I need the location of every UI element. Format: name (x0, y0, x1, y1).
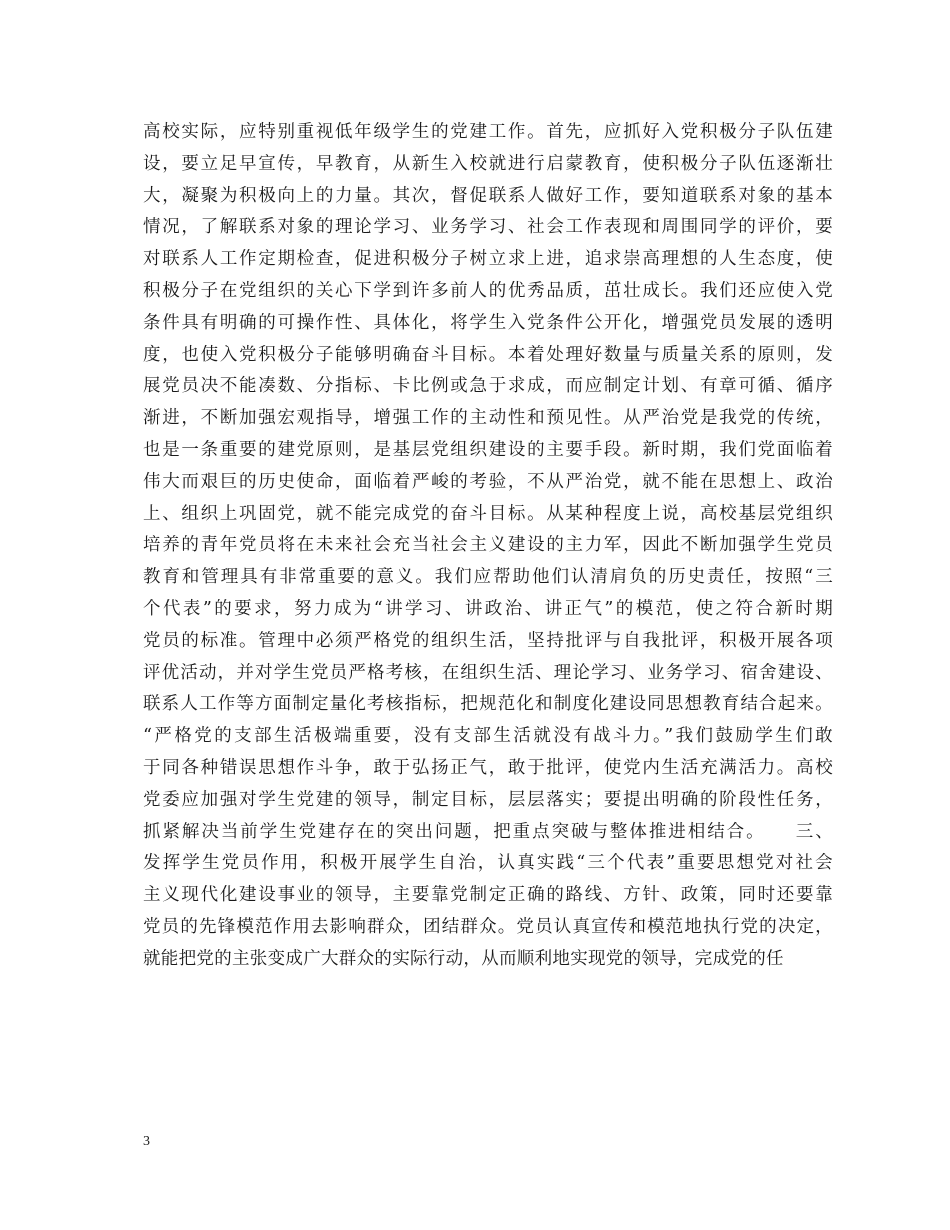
text-line: 度，也使入党积极分子能够明确奋斗目标。本着处理好数量与质量关系的原则，发 (143, 344, 833, 365)
body-text (143, 117, 833, 976)
page-number: 3 (143, 1134, 150, 1149)
text-line: 高校实际，应特别重视低年级学生的党建工作。首先，应抓好入党积极分子队伍建 (143, 122, 833, 142)
text-line: 抓紧解决当前学生党建存在的突出问题，把重点突破与整体推进相结合。 三、 (143, 821, 833, 842)
text-line: 积极分子在党组织的关心下学到许多前人的优秀品质，茁壮成长。我们还应使入党 (143, 280, 833, 301)
text-line: 展党员决不能凑数、分指标、卡比例或急于求成，而应制定计划、有章可循、循序 (143, 376, 833, 397)
text-line: 个代表”的要求，努力成为“讲学习、讲政治、讲正气”的模范，使之符合新时期 (143, 598, 833, 619)
text-line: 对联系人工作定期检查，促进积极分子树立求上进，追求崇高理想的人生态度，使 (143, 249, 833, 270)
text-line: 伟大而艰巨的历史使命，面临着严峻的考验，不从严治党，就不能在思想上、政治 (143, 471, 833, 492)
text-line: 情况，了解联系对象的理论学习、业务学习、社会工作表现和周围同学的评价，要 (143, 217, 833, 238)
text-line: 党员的标准。管理中必须严格党的组织生活，坚持批评与自我批评，积极开展各项 (143, 630, 833, 651)
text-line: 也是一条重要的建党原则，是基层党组织建设的主要手段。新时期，我们党面临着 (143, 439, 833, 460)
text-line: 评优活动，并对学生党员严格考核，在组织生活、理论学习、业务学习、宿舍建设、 (143, 662, 833, 683)
text-line: “严格党的支部生活极端重要，没有支部生活就没有战斗力。”我们鼓励学生们敢 (143, 726, 833, 747)
text-line: 设，要立足早宣传，早教育，从新生入校就进行启蒙教育，使积极分子队伍逐渐壮 (143, 153, 833, 174)
text-line: 主义现代化建设事业的领导，主要靠党制定正确的路线、方针、政策，同时还要靠 (143, 885, 833, 906)
text-line: 教育和管理具有非常重要的意义。我们应帮助他们认清肩负的历史责任，按照“三 (143, 567, 833, 588)
text-line: 条件具有明确的可操作性、具体化，将学生入党条件公开化，增强党员发展的透明 (143, 312, 833, 333)
text-line: 培养的青年党员将在未来社会充当社会主义建设的主力军，因此不断加强学生党员 (143, 535, 833, 556)
text-line: 党员的先锋模范作用去影响群众，团结群众。党员认真宣传和模范地执行党的决定， (143, 916, 833, 937)
text-line: 于同各种错误思想作斗争，敢于弘扬正气，敢于批评，使党内生活充满活力。高校 (143, 757, 833, 778)
text-line: 上、组织上巩固党，就不能完成党的奋斗目标。从某种程度上说，高校基层党组织 (143, 503, 833, 524)
text-line: 发挥学生党员作用，积极开展学生自治，认真实践“三个代表”重要思想党对社会 (143, 853, 833, 874)
text-line: 渐进，不断加强宏观指导，增强工作的主动性和预见性。从严治党是我党的传统， (143, 408, 833, 429)
text-line: 就能把党的主张变成广大群众的实际行动，从而顺利地实现党的领导，完成党的任 (143, 948, 784, 969)
text-line: 联系人工作等方面制定量化考核指标，把规范化和制度化建设同思想教育结合起来。 (143, 694, 833, 715)
text-line: 党委应加强对学生党建的领导，制定目标，层层落实；要提出明确的阶段性任务， (143, 789, 833, 810)
text-line: 大，凝聚为积极向上的力量。其次，督促联系人做好工作，要知道联系对象的基本 (143, 185, 833, 206)
